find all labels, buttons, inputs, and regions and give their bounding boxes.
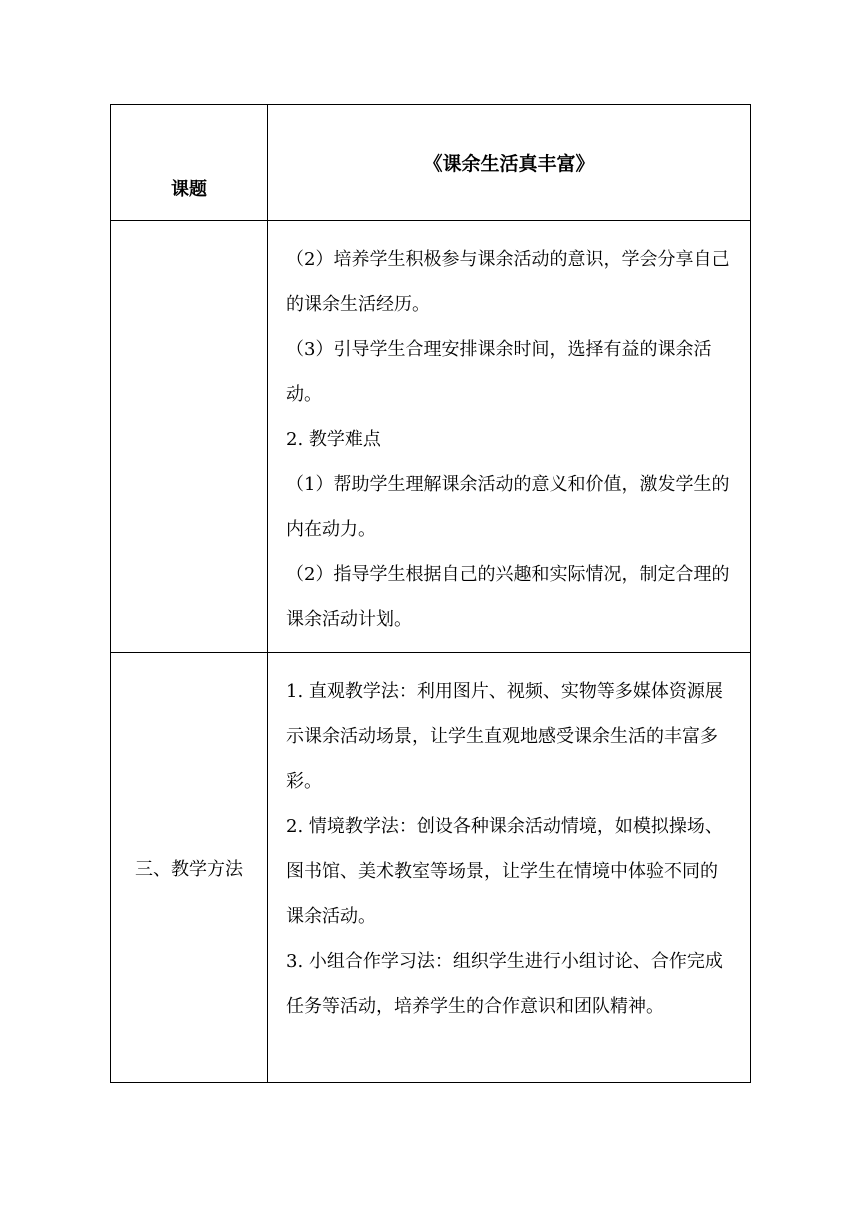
difficulty-paragraph: （1）帮助学生理解课余活动的意义和价值，激发学生的内在动力。 [286,474,730,540]
goals-label-cell [111,221,268,653]
goal-paragraph: （3）引导学生合理安排课余时间，选择有益的课余活动。 [286,339,712,405]
difficulty-paragraph: （2）指导学生根据自己的兴趣和实际情况，制定合理的课余活动计划。 [286,564,730,630]
lesson-plan-table [110,104,751,1083]
topic-label: 课题 [171,179,207,200]
table-row [111,105,751,221]
method-paragraph: 1. 直观教学法：利用图片、视频、实物等多媒体资源展示课余活动场景，让学生直观地感受课余生活的丰富多彩。 [286,681,723,792]
methods-label: 三、教学方法 [135,858,243,880]
lesson-title: 《课余生活真丰富》 [423,153,595,175]
goal-paragraph: （2）培养学生积极参与课余活动的意识，学会分享自己的课余生活经历。 [286,249,730,315]
methods-content-cell [268,653,751,1083]
method-paragraph: 3. 小组合作学习法：组织学生进行小组讨论、合作完成任务等活动，培养学生的合作意识和团队精神。 [286,951,723,1017]
topic-label-cell [111,105,268,221]
method-paragraph: 2. 情境教学法：创设各种课余活动情境，如模拟操场、图书馆、美术教室等场景，让学生在情境中体验不同的课余活动。 [286,816,723,927]
table-row [111,221,751,653]
goals-content-cell [268,221,751,653]
difficulty-heading: 2. 教学难点 [286,429,381,450]
methods-label-cell [111,653,268,1083]
topic-title-cell [268,105,751,221]
table-row [111,653,751,1083]
